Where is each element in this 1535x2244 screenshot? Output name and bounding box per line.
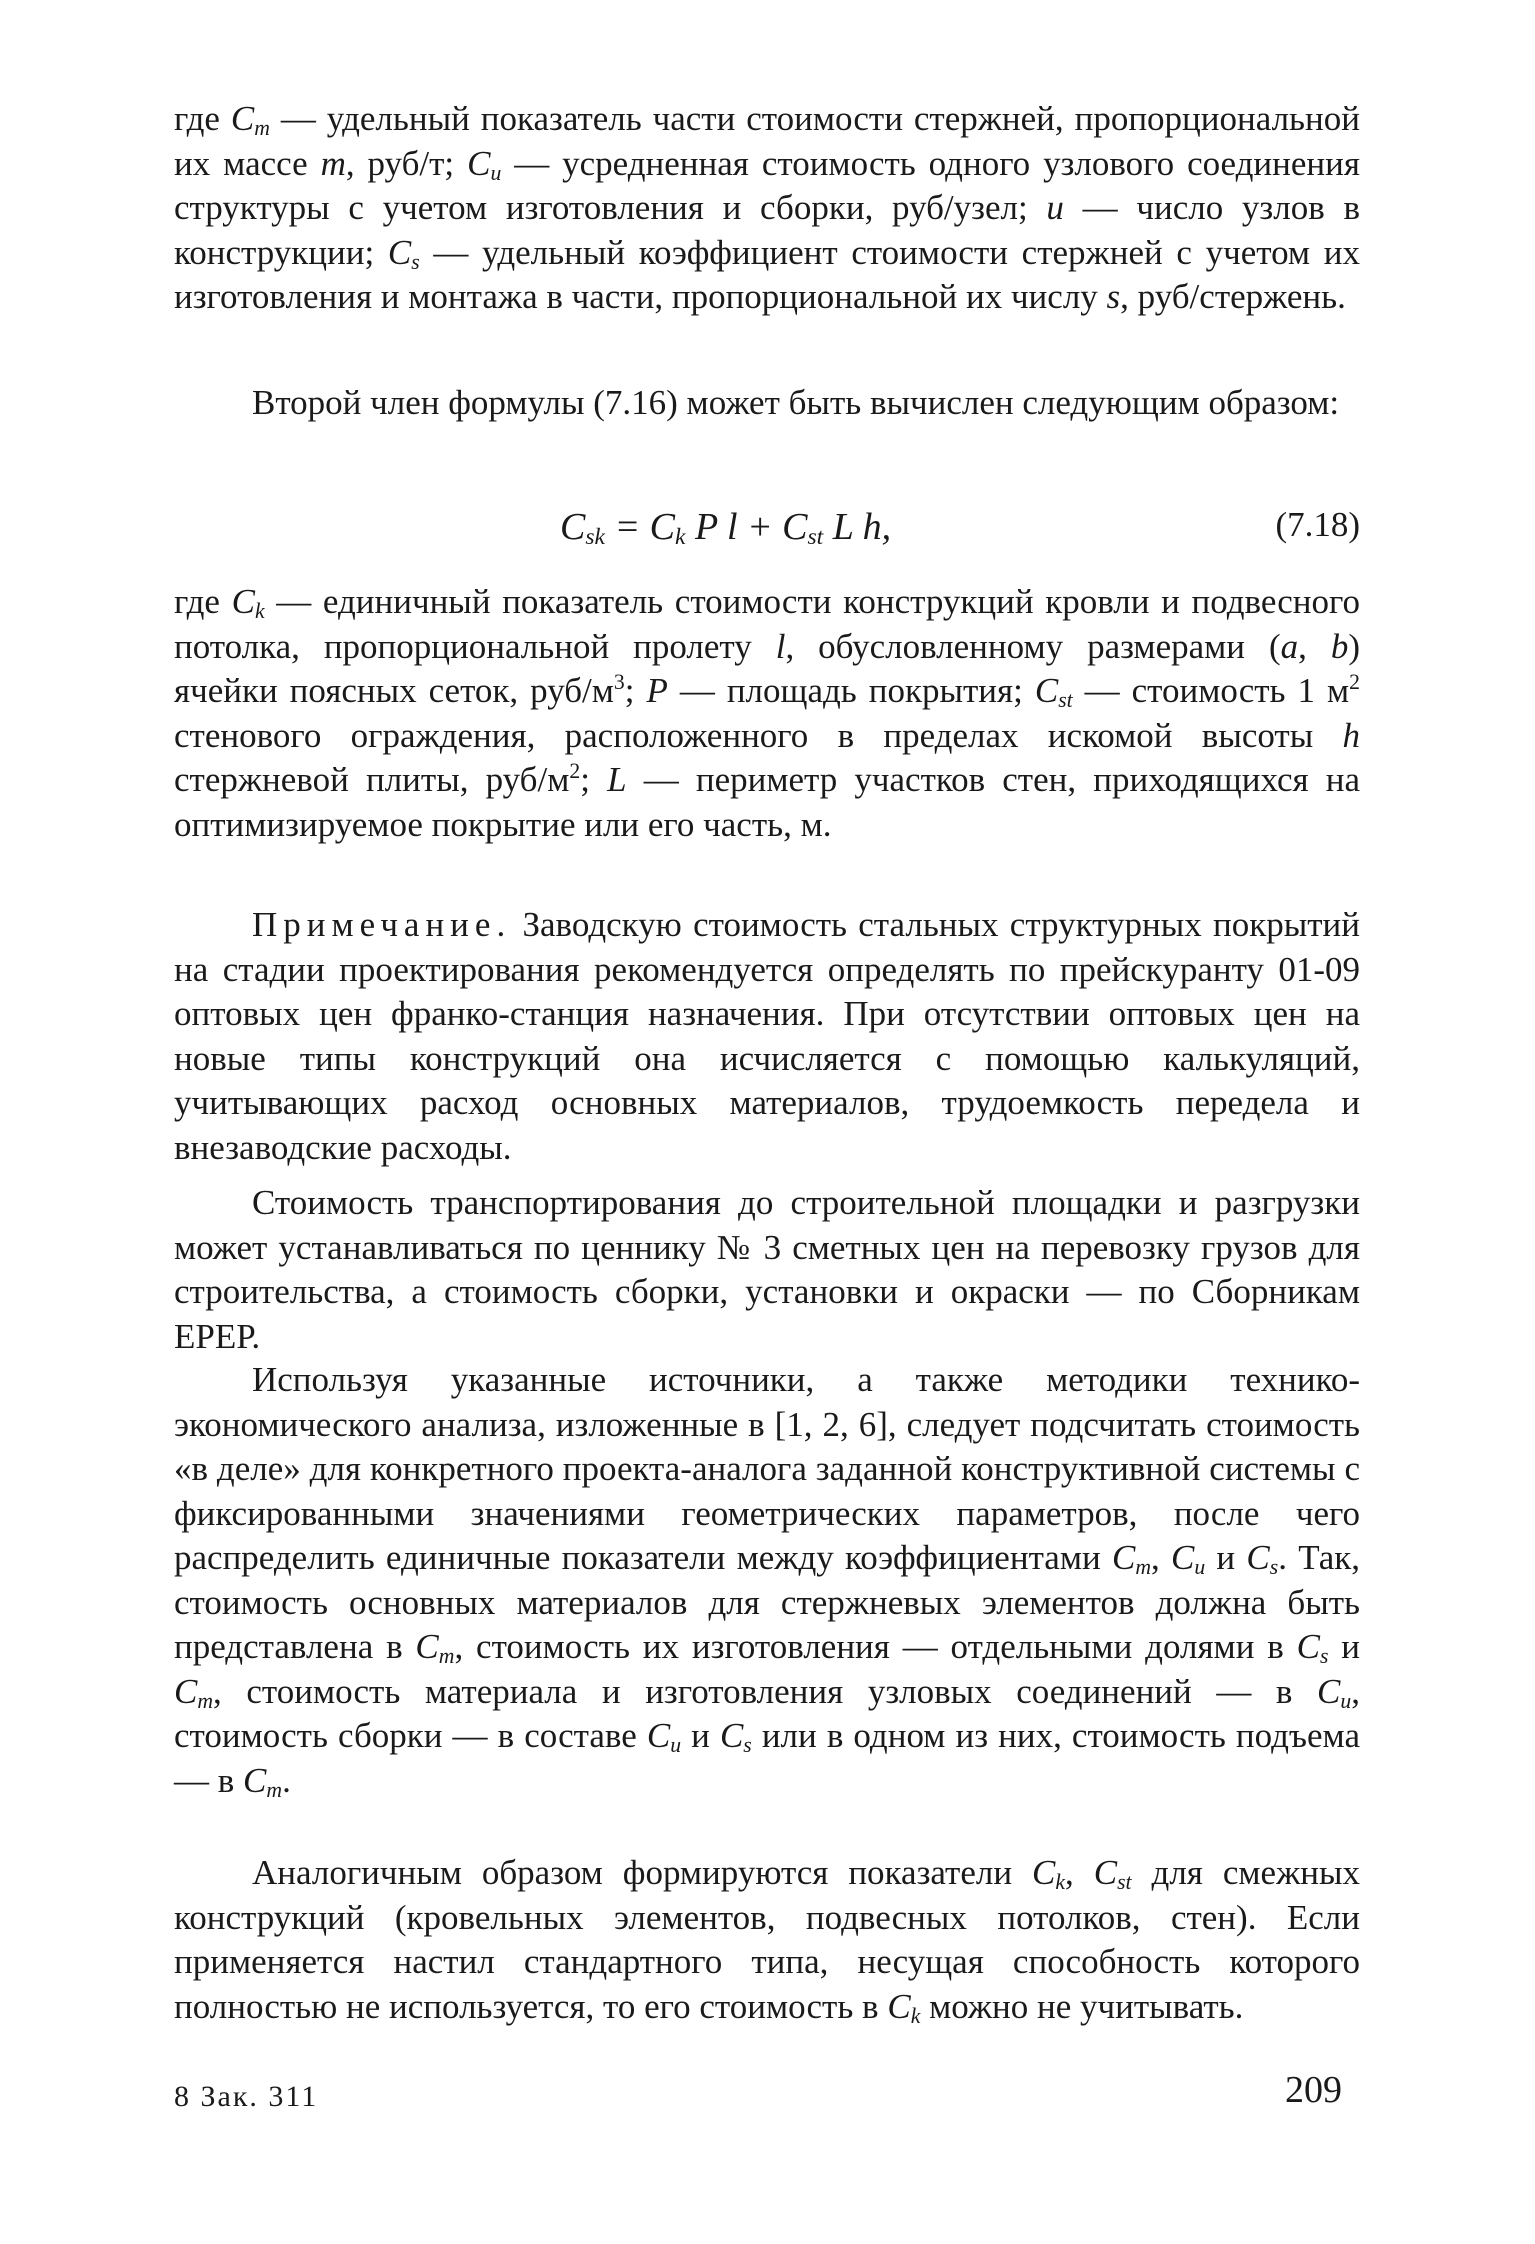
paragraph-formula-variables (174, 580, 1360, 847)
text-run: — площадь покрытия; (667, 671, 1035, 710)
variable: C (1093, 1853, 1118, 1892)
formula-7-18 (560, 505, 891, 549)
text-run: где (174, 99, 231, 138)
text-run: . Так, стоимость основных материалов для стержневых элементов должна быть представлена в (174, 1538, 1361, 1666)
variable: C (1317, 1671, 1341, 1711)
text-run: ) ячейки поясных сеток, руб/м (174, 626, 1360, 710)
text-run: — усредненная стоимость одного узлового соединения структуры с учетом изготовления и сборки, руб/узел; (174, 143, 1360, 227)
variable: C (1170, 1538, 1195, 1577)
subscript: m (197, 1688, 214, 1713)
variable: C (174, 1671, 198, 1711)
formula-lhs: C (560, 506, 586, 548)
variable: C (1246, 1538, 1270, 1577)
text-run: стержневой плиты, руб/м (174, 760, 570, 799)
text-run: для смежных конструкций (кровельных элементов, подвесных потолков, стен). Если применяется настил стандартного типа, несущая способность которого полностью не используется, то его стоимость в (174, 1853, 1361, 2026)
variable: P (646, 671, 668, 710)
formula-part: P l + C (685, 506, 808, 548)
page-number: 209 (1285, 2069, 1342, 2111)
subscript: m (438, 1643, 455, 1668)
variable: C (1032, 1853, 1056, 1892)
text-run: — удельный показатель части стоимости стержней, пропорциональной их массе (174, 99, 1360, 183)
text-run: — единичный показатель стоимости конструкций кровли и подвесного потолка, пропорциональной пролету (174, 582, 1360, 666)
paragraph-note (174, 903, 1360, 1170)
variable: C (1111, 1538, 1136, 1577)
text-run: , руб/т; (345, 143, 468, 183)
text-run: — стоимость 1 м (1072, 671, 1350, 710)
variable: s (1106, 277, 1121, 316)
paragraph-cost-definitions (174, 97, 1360, 320)
subscript: k (1055, 1869, 1066, 1894)
text-run: или в одном из них, стоимость подъема — в (174, 1716, 1360, 1800)
variable: C (230, 99, 255, 138)
text-run: — число узлов в конструкции; (174, 188, 1360, 272)
subscript: st (1117, 1869, 1132, 1894)
variable: C (243, 1760, 267, 1800)
text-run: ; (624, 671, 647, 710)
text-run: Используя указанные источники, а также методики технико-экономического анализа, изложенные в [1, 2, 6], следует подсчитать стоимость «в деле» для конкретного проекта-аналога заданной конструктивной системы с фиксированными значениями геометрических параметров, после чего распределить единичные показатели между коэффициентами (174, 1360, 1360, 1577)
variable: C (387, 232, 412, 272)
superscript: 2 (569, 758, 581, 783)
paragraph-transport-cost: Стоимость транспортирования до строительной площадки и разгрузки может устанавливаться по ценнику № 3 сметных цен на перевозку грузов для строительства, а стоимость сборки, установки и окраски — по Сборникам ЕРЕР. (174, 1183, 1360, 1356)
variable: C (719, 1716, 744, 1755)
text-run: и (1205, 1538, 1247, 1577)
text-run: Аналогичным образом формируются показатели (252, 1853, 1033, 1892)
subscript: u (1194, 1554, 1206, 1579)
text-run: , стоимость материала и изготовления узловых соединений — в (213, 1671, 1318, 1711)
subscript: s (1269, 1554, 1279, 1579)
subscript: s (743, 1732, 752, 1757)
paragraph-second-term: Второй член формулы (7.16) может быть вычислен следующим образом: (252, 383, 1340, 422)
variable: C (1034, 671, 1059, 710)
subscript: u (670, 1732, 682, 1757)
variable: C (415, 1627, 439, 1666)
variable: C (231, 582, 255, 621)
variable: l (775, 626, 786, 666)
text-run: можно не учитывать. (920, 1986, 1244, 2026)
subscript: st (1058, 687, 1073, 712)
superscript: 3 (613, 669, 625, 694)
subscript: u (490, 160, 502, 185)
formula-part: = C (604, 506, 675, 548)
variable: C (1296, 1627, 1320, 1666)
subscript: k (674, 524, 686, 551)
variable: u (1046, 188, 1064, 227)
equation-number: (7.18) (1275, 505, 1360, 544)
text-run: Заводскую стоимость стальных структурных покрытий на стадии проектирования рекомендуется определять по прейскуранту 01-09 оптовых цен франко-станция назначения. При отсутствии оптовых цен на новые типы конструкций она исчисляется с помощью калькуляций, учитывающих расход основных материалов, трудоемкость передела и внезаводские расходы. (174, 905, 1360, 1167)
formula-part: L h, (823, 506, 892, 548)
text-run: , обусловленному размерами ( (785, 626, 1281, 666)
text-run: , руб/стержень. (1120, 277, 1346, 316)
variable: C (467, 143, 491, 183)
subscript: sk (585, 524, 605, 551)
note-label: Примечание. (252, 905, 512, 944)
paragraph-adjacent-structures (174, 1851, 1360, 2029)
text-run: , (1150, 1538, 1171, 1577)
text-run: ; (580, 760, 608, 799)
subscript: k (254, 598, 265, 623)
text-run: стенового ограждения, расположенного в пределах искомой высоты (174, 715, 1343, 755)
text-run: и (1328, 1627, 1360, 1666)
variable: L (607, 760, 627, 799)
variable: C (646, 1716, 671, 1755)
printer-signature: 8 Зак. 311 (174, 2080, 319, 2113)
text-run: , (1298, 626, 1331, 666)
subscript: m (1135, 1554, 1151, 1579)
text-run: . (282, 1760, 291, 1800)
paragraph-cost-distribution (174, 1358, 1360, 1803)
subscript: s (1319, 1643, 1329, 1668)
text-run: где (174, 582, 232, 621)
variable: a (1280, 626, 1299, 666)
subscript: k (910, 2003, 921, 2028)
subscript: m (266, 1777, 283, 1802)
subscript: s (411, 249, 420, 274)
subscript: st (807, 524, 824, 551)
text-run: , стоимость сборки — в составе (174, 1671, 1360, 1755)
text-run: , (1065, 1853, 1094, 1892)
variable: b (1330, 626, 1349, 666)
text-run: — периметр участков стен, приходящихся на оптимизируемое покрытие или его часть, м. (174, 760, 1360, 844)
subscript: m (254, 115, 270, 140)
text-run: , стоимость их изготовления — отдельными долями в (454, 1627, 1297, 1666)
variable: h (1342, 715, 1360, 755)
subscript: u (1340, 1688, 1352, 1713)
variable: m (320, 143, 346, 183)
text-run: — удельный коэффициент стоимости стержней с учетом их изготовления и монтажа в части, пропорциональной их числу (174, 232, 1360, 316)
superscript: 2 (1349, 669, 1360, 694)
text-run: и (681, 1716, 720, 1755)
variable: C (887, 1986, 911, 2026)
